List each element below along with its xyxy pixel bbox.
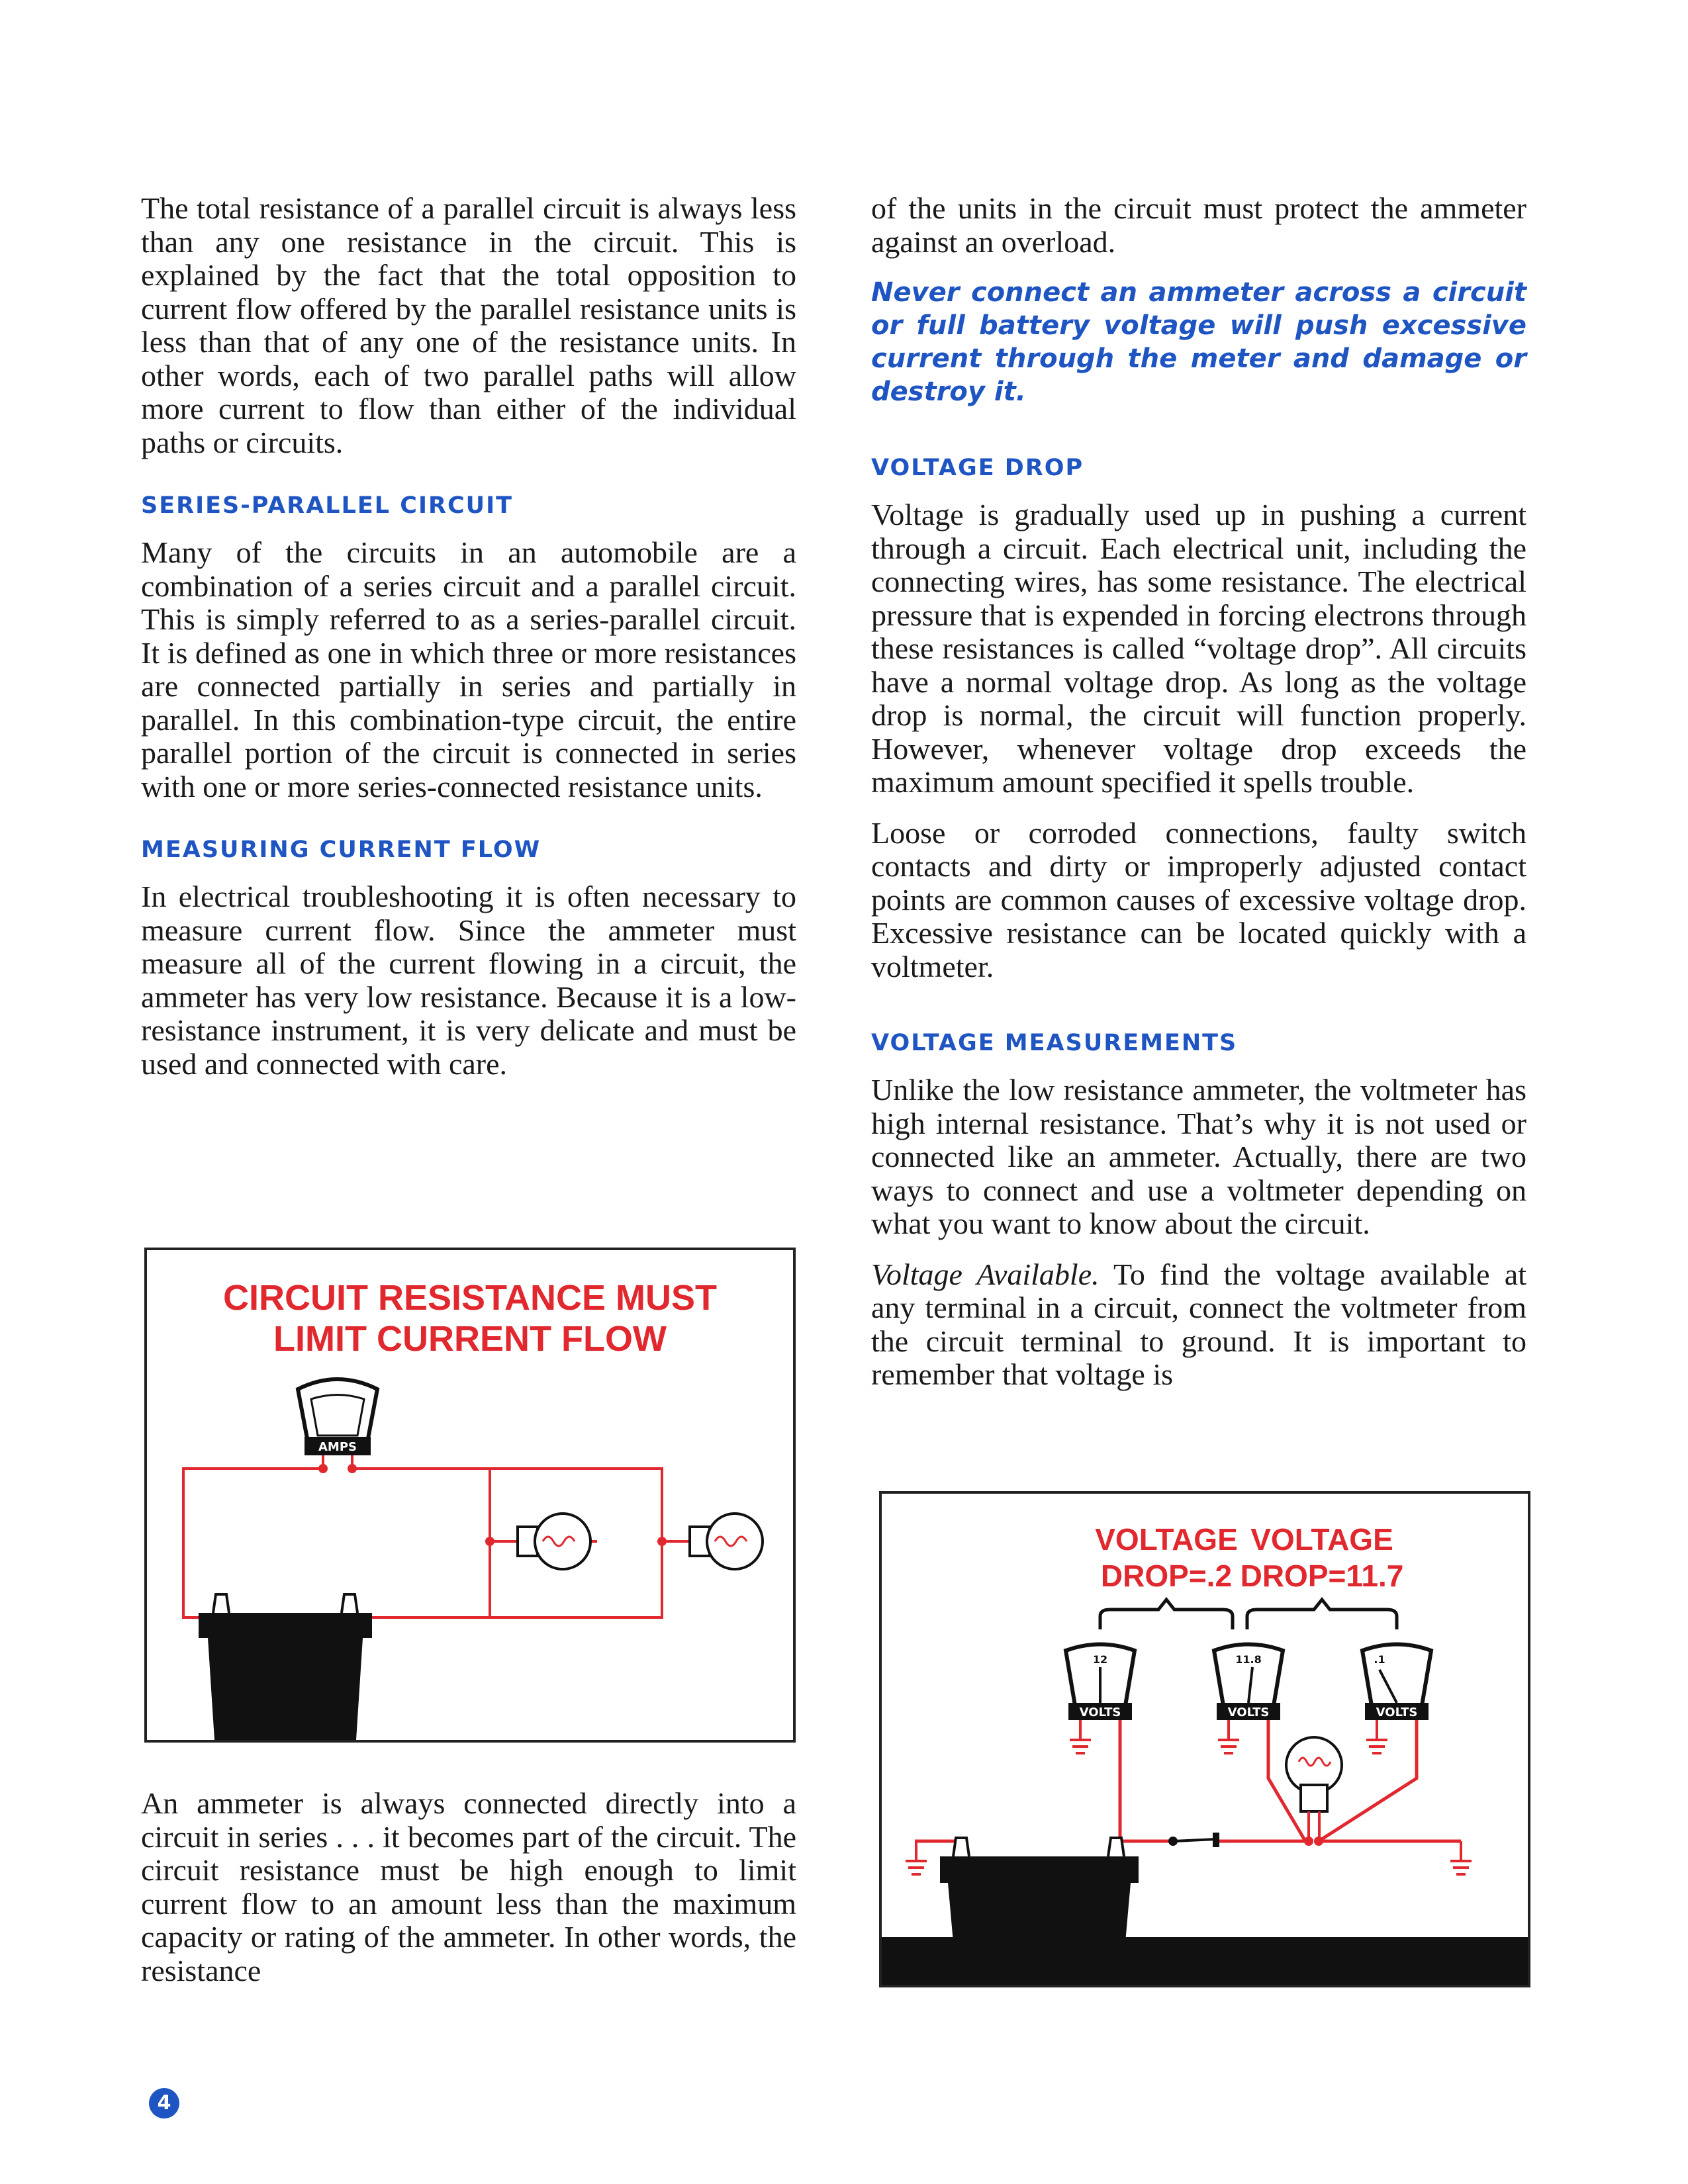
- voltmeter-icon: [1362, 1645, 1431, 1721]
- paragraph-voltage-available: [871, 1258, 1526, 1392]
- paragraph-measuring-current: In electrical troubleshooting it is often necessary to measure current flow. Since the ammeter must measure all of the current flowing in a circuit, the ammeter has very low resistance. Because it is a low-resistance instrument, it is very delicate and must be used and connected with care.: [141, 880, 796, 1081]
- meter-reading: .1: [1374, 1653, 1385, 1666]
- paragraph-series-parallel: Many of the circuits in an automobile are a combination of a series circuit and a parallel circuit. This is simply referred to as a series-parallel circuit. It is defined as one in which three or more resistances are connected partially in series and partially in parallel. In this combination-type circuit, the entire parallel portion of the circuit is connected in series with one or more series-connected resistance units.: [141, 535, 796, 803]
- drop-label-left-line2: DROP=.2: [1100, 1559, 1233, 1593]
- figure1-title-line2: LIMIT CURRENT FLOW: [273, 1319, 667, 1359]
- heading-measuring-current-flow: MEASURING CURRENT FLOW: [141, 837, 541, 863]
- voltage-available-term: Voltage Available.: [871, 1257, 1100, 1291]
- meter-reading: 12: [1092, 1653, 1108, 1666]
- meter-label: VOLTS: [1227, 1706, 1270, 1719]
- figure2-wiring: [915, 1720, 1461, 1841]
- brace-right: [1247, 1600, 1397, 1629]
- warning-text: Never connect an ammeter across a circuit or full battery voltage will push excessive current through the meter and damage or destroy it.: [871, 277, 1526, 407]
- ground-icon: [1070, 1720, 1387, 1753]
- ammeter-label: AMPS: [318, 1440, 357, 1454]
- bulb-icon: [518, 1514, 590, 1569]
- voltage-available-text: To find the voltage available at any terminal in a circuit, connect the voltmeter from the circuit terminal to ground. It is important to remember that voltage is: [871, 1257, 1526, 1391]
- paragraph-parallel-resistance: The total resistance of a parallel circuit is always less than any one resistance in the circuit. This is explained by the fact that the total opposition to current flow offered by the parallel resistance units is less than that of any one of the resistance units. In other words, each of two parallel paths will allow more current to flow than either of the individual paths or circuits.: [141, 191, 796, 459]
- page-number: 4: [149, 2088, 179, 2118]
- brace-left: [1100, 1600, 1233, 1629]
- voltmeter-icon: [1214, 1645, 1283, 1721]
- switch-icon: [1168, 1833, 1219, 1847]
- drop-label-right-line2: DROP=11.7: [1240, 1559, 1404, 1593]
- bulb-icon: [690, 1514, 763, 1569]
- heading-series-parallel-circuit: SERIES-PARALLEL CIRCUIT: [141, 492, 513, 519]
- voltmeter-icon: [1066, 1645, 1135, 1721]
- figure1-wiring: [183, 1455, 690, 1617]
- paragraph-voltmeter: Unlike the low resistance ammeter, the voltmeter has high internal resistance. That’s why it is not used or connected like an ammeter. Actually, there are two ways to connect and use a voltmeter depending on what you want to know about the circuit.: [871, 1073, 1526, 1240]
- paragraph-ammeter-series: An ammeter is always connected directly into a circuit in series . . . it becomes part of the circuit. The circuit resistance must be high enough to limit current flow to an amount less than the maximum capacity or rating of the ammeter. In other words, the resistance: [141, 1786, 796, 1987]
- meter-label: VOLTS: [1376, 1706, 1418, 1719]
- heading-voltage-measurements: VOLTAGE MEASUREMENTS: [871, 1030, 1238, 1056]
- figure1-title-line1: CIRCUIT RESISTANCE MUST: [222, 1278, 718, 1318]
- figure-circuit-resistance: [144, 1248, 796, 1743]
- drop-label-left-line1: VOLTAGE: [1095, 1522, 1238, 1557]
- drop-label-right-line1: VOLTAGE: [1250, 1522, 1393, 1557]
- battery-icon: [199, 1594, 372, 1740]
- left-column: [141, 192, 796, 1098]
- heading-voltage-drop: VOLTAGE DROP: [871, 455, 1084, 481]
- meter-label: VOLTS: [1079, 1706, 1121, 1719]
- paragraph-ammeter-overload: of the units in the circuit must protect the ammeter against an overload.: [871, 191, 1526, 259]
- right-column: [871, 192, 1526, 1409]
- figure-voltage-drop: [879, 1491, 1530, 1987]
- paragraph-excessive-drop: Loose or corroded connections, faulty switch contacts and dirty or improperly adjusted contact points are common causes of excessive voltage drop. Excessive resistance can be located quickly with a voltmeter.: [871, 815, 1526, 983]
- paragraph-voltage-drop: Voltage is gradually used up in pushing a current through a circuit. Each electrical unit, including the connecting wires, has some resistance. The electrical pressure that is expended in forcing electrons through these resistances is called “voltage drop”. All circuits have a normal voltage drop. As long as the voltage drop is normal, the circuit will function properly. However, whenever voltage drop exceeds the maximum amount specified it spells trouble.: [871, 498, 1526, 799]
- ground-floor: [882, 1937, 1528, 1985]
- ammeter-icon: [298, 1379, 377, 1455]
- meter-reading: 11.8: [1235, 1653, 1262, 1666]
